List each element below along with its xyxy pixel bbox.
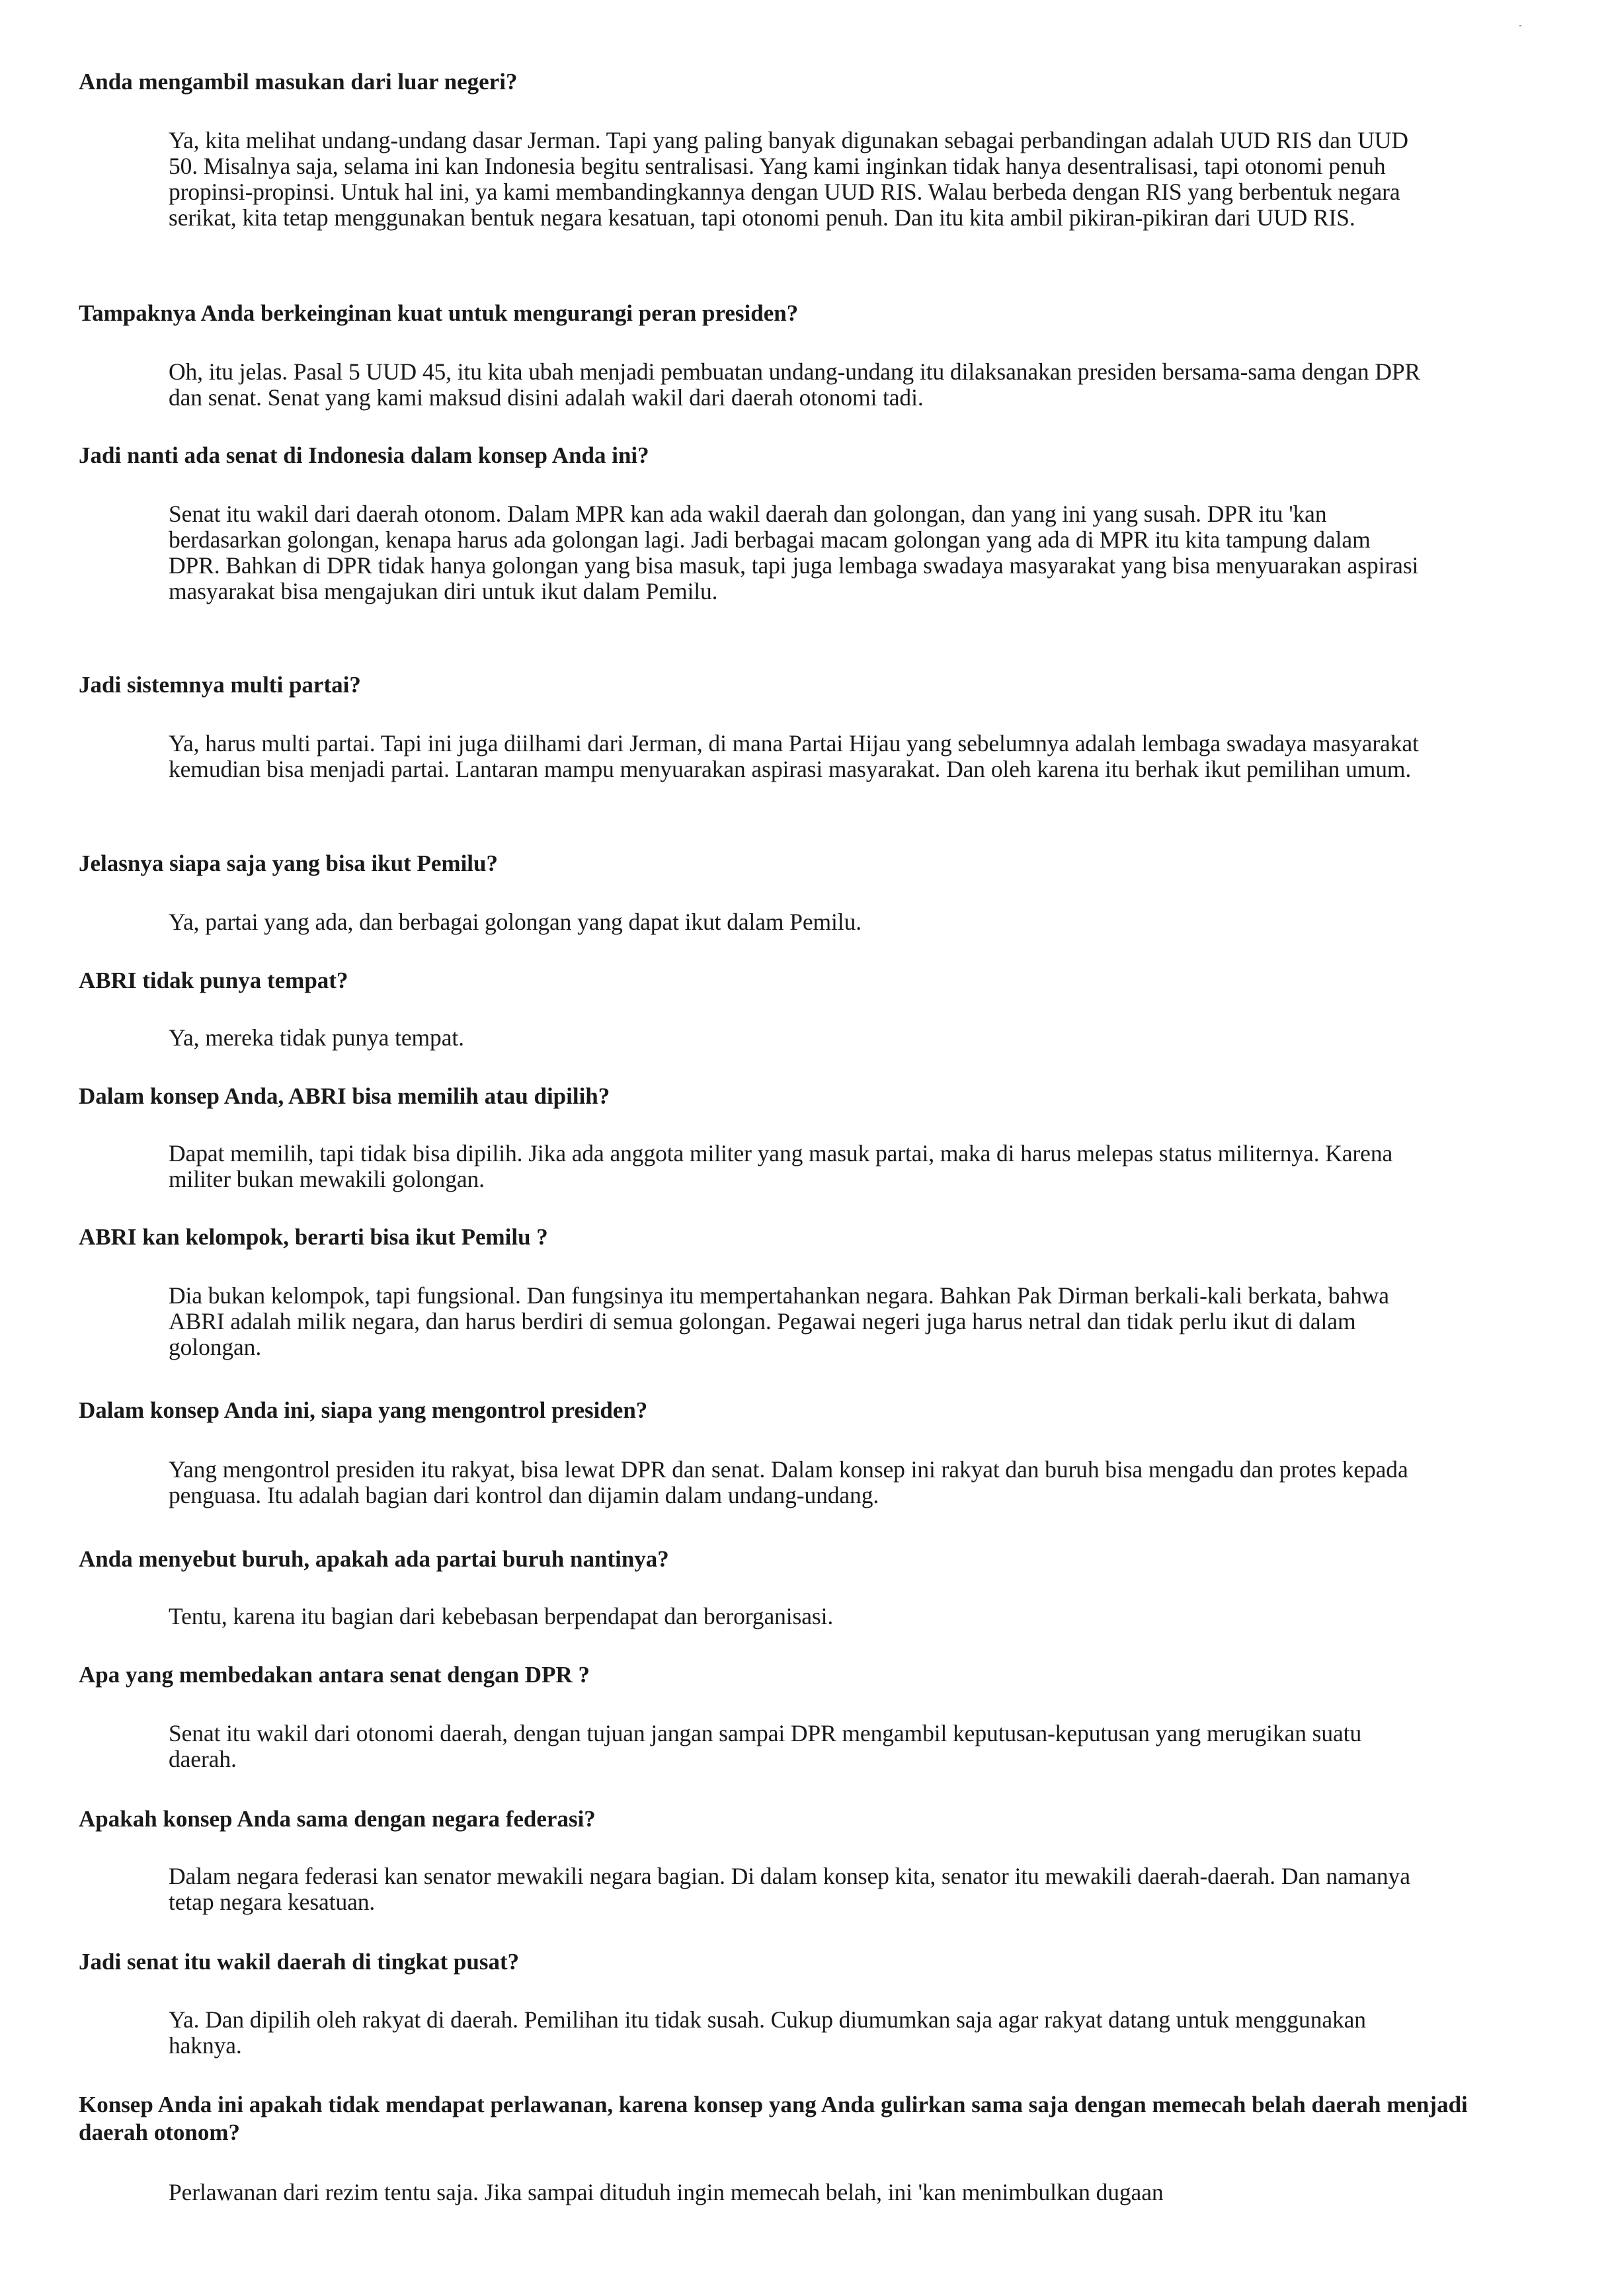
question-4: Jadi sistemnya multi partai? xyxy=(79,672,361,698)
answer-2: Oh, itu jelas. Pasal 5 UUD 45, itu kita ubah menjadi pembuatan undang-undang itu dilaksanakan presiden bersama-sama dengan DPR dan senat. Senat yang kami maksud disini adalah wakil dari daerah otonomi tadi. xyxy=(169,358,1421,411)
answer-5: Ya, partai yang ada, dan berbagai golongan yang dapat ikut dalam Pemilu. xyxy=(169,909,862,935)
question-13: Jadi senat itu wakil daerah di tingkat pusat? xyxy=(79,1949,520,1975)
question-9: Dalam konsep Anda ini, siapa yang mengontrol presiden? xyxy=(79,1397,648,1423)
question-6: ABRI tidak punya tempat? xyxy=(79,967,348,993)
answer-10: Tentu, karena itu bagian dari kebebasan berpendapat dan berorganisasi. xyxy=(169,1603,834,1629)
answer-11: Senat itu wakil dari otonomi daerah, dengan tujuan jangan sampai DPR mengambil keputusan-keputusan yang merugikan suatu daerah. xyxy=(169,1720,1362,1772)
answer-8: Dia bukan kelompok, tapi fungsional. Dan fungsinya itu mempertahankan negara. Bahkan Pak Dirman berkali-kali berkata, bahwa ABRI adalah milik negara, dan harus berdiri di semua golongan. Pegawai negeri juga harus netral dan tidak perlu ikut di dalam golongan. xyxy=(169,1282,1389,1360)
answer-7: Dapat memilih, tapi tidak bisa dipilih. Jika ada anggota militer yang masuk partai, maka di harus melepas status militernya. Karena militer bukan mewakili golongan. xyxy=(169,1140,1393,1192)
answer-4: Ya, harus multi partai. Tapi ini juga diilhami dari Jerman, di mana Partai Hijau yang sebelumnya adalah lembaga swadaya masyarakat kemudian bisa menjadi partai. Lantaran mampu menyuarakan aspirasi masyarakat. Dan oleh karena itu berhak ikut pemilihan umum. xyxy=(169,730,1419,782)
scan-speck xyxy=(1519,25,1521,26)
question-5: Jelasnya siapa saja yang bisa ikut Pemilu? xyxy=(79,850,498,876)
question-7: Dalam konsep Anda, ABRI bisa memilih atau dipilih? xyxy=(79,1083,610,1109)
question-14: Konsep Anda ini apakah tidak mendapat perlawanan, karena konsep yang Anda gulirkan sama saja dengan memecah belah daerah menjadi daerah otonom? xyxy=(79,2092,1468,2145)
answer-9: Yang mengontrol presiden itu rakyat, bisa lewat DPR dan senat. Dalam konsep ini rakyat dan buruh bisa mengadu dan protes kepada penguasa. Itu adalah bagian dari kontrol dan dijamin dalam undang-undang. xyxy=(169,1456,1408,1508)
question-11: Apa yang membedakan antara senat dengan DPR ? xyxy=(79,1662,590,1688)
answer-3: Senat itu wakil dari daerah otonom. Dalam MPR kan ada wakil daerah dan golongan, dan yang ini yang susah. DPR itu 'kan berdasarkan golongan, kenapa harus ada golongan lagi. Jadi berbagai macam golongan yang ada di MPR itu kita tampung dalam DPR. Bahkan di DPR tidak hanya golongan yang bisa masuk, tapi juga lembaga swadaya masyarakat yang bisa menyuarakan aspirasi masyarakat bisa mengajukan diri untuk ikut dalam Pemilu. xyxy=(169,501,1419,604)
question-8: ABRI kan kelompok, berarti bisa ikut Pemilu ? xyxy=(79,1224,548,1250)
question-10: Anda menyebut buruh, apakah ada partai buruh nantinya? xyxy=(79,1546,669,1572)
question-2: Tampaknya Anda berkeinginan kuat untuk mengurangi peran presiden? xyxy=(79,300,799,326)
question-1: Anda mengambil masukan dari luar negeri? xyxy=(79,69,518,95)
answer-6: Ya, mereka tidak punya tempat. xyxy=(169,1024,464,1051)
answer-14: Perlawanan dari rezim tentu saja. Jika sampai dituduh ingin memecah belah, ini 'kan menimbulkan dugaan xyxy=(169,2179,1164,2205)
answer-1: Ya, kita melihat undang-undang dasar Jerman. Tapi yang paling banyak digunakan sebagai perbandingan adalah UUD RIS dan UUD 50. Misalnya saja, selama ini kan Indonesia begitu sentralisasi. Yang kami inginkan tidak hanya desentralisasi, tapi otonomi penuh propinsi-propinsi. Untuk hal ini, ya kami membandingkannya dengan UUD RIS. Walau berbeda dengan RIS yang berbentuk negara serikat, kita tetap menggunakan bentuk negara kesatuan, tapi otonomi penuh. Dan itu kita ambil pikiran-pikiran dari UUD RIS. xyxy=(169,127,1408,231)
answer-12: Dalam negara federasi kan senator mewakili negara bagian. Di dalam konsep kita, senator itu mewakili daerah-daerah. Dan namanya tetap negara kesatuan. xyxy=(169,1863,1410,1915)
question-3: Jadi nanti ada senat di Indonesia dalam konsep Anda ini? xyxy=(79,442,649,468)
question-12: Apakah konsep Anda sama dengan negara federasi? xyxy=(79,1806,596,1832)
answer-13: Ya. Dan dipilih oleh rakyat di daerah. Pemilihan itu tidak susah. Cukup diumumkan saja agar rakyat datang untuk menggunakan haknya. xyxy=(169,2006,1366,2059)
